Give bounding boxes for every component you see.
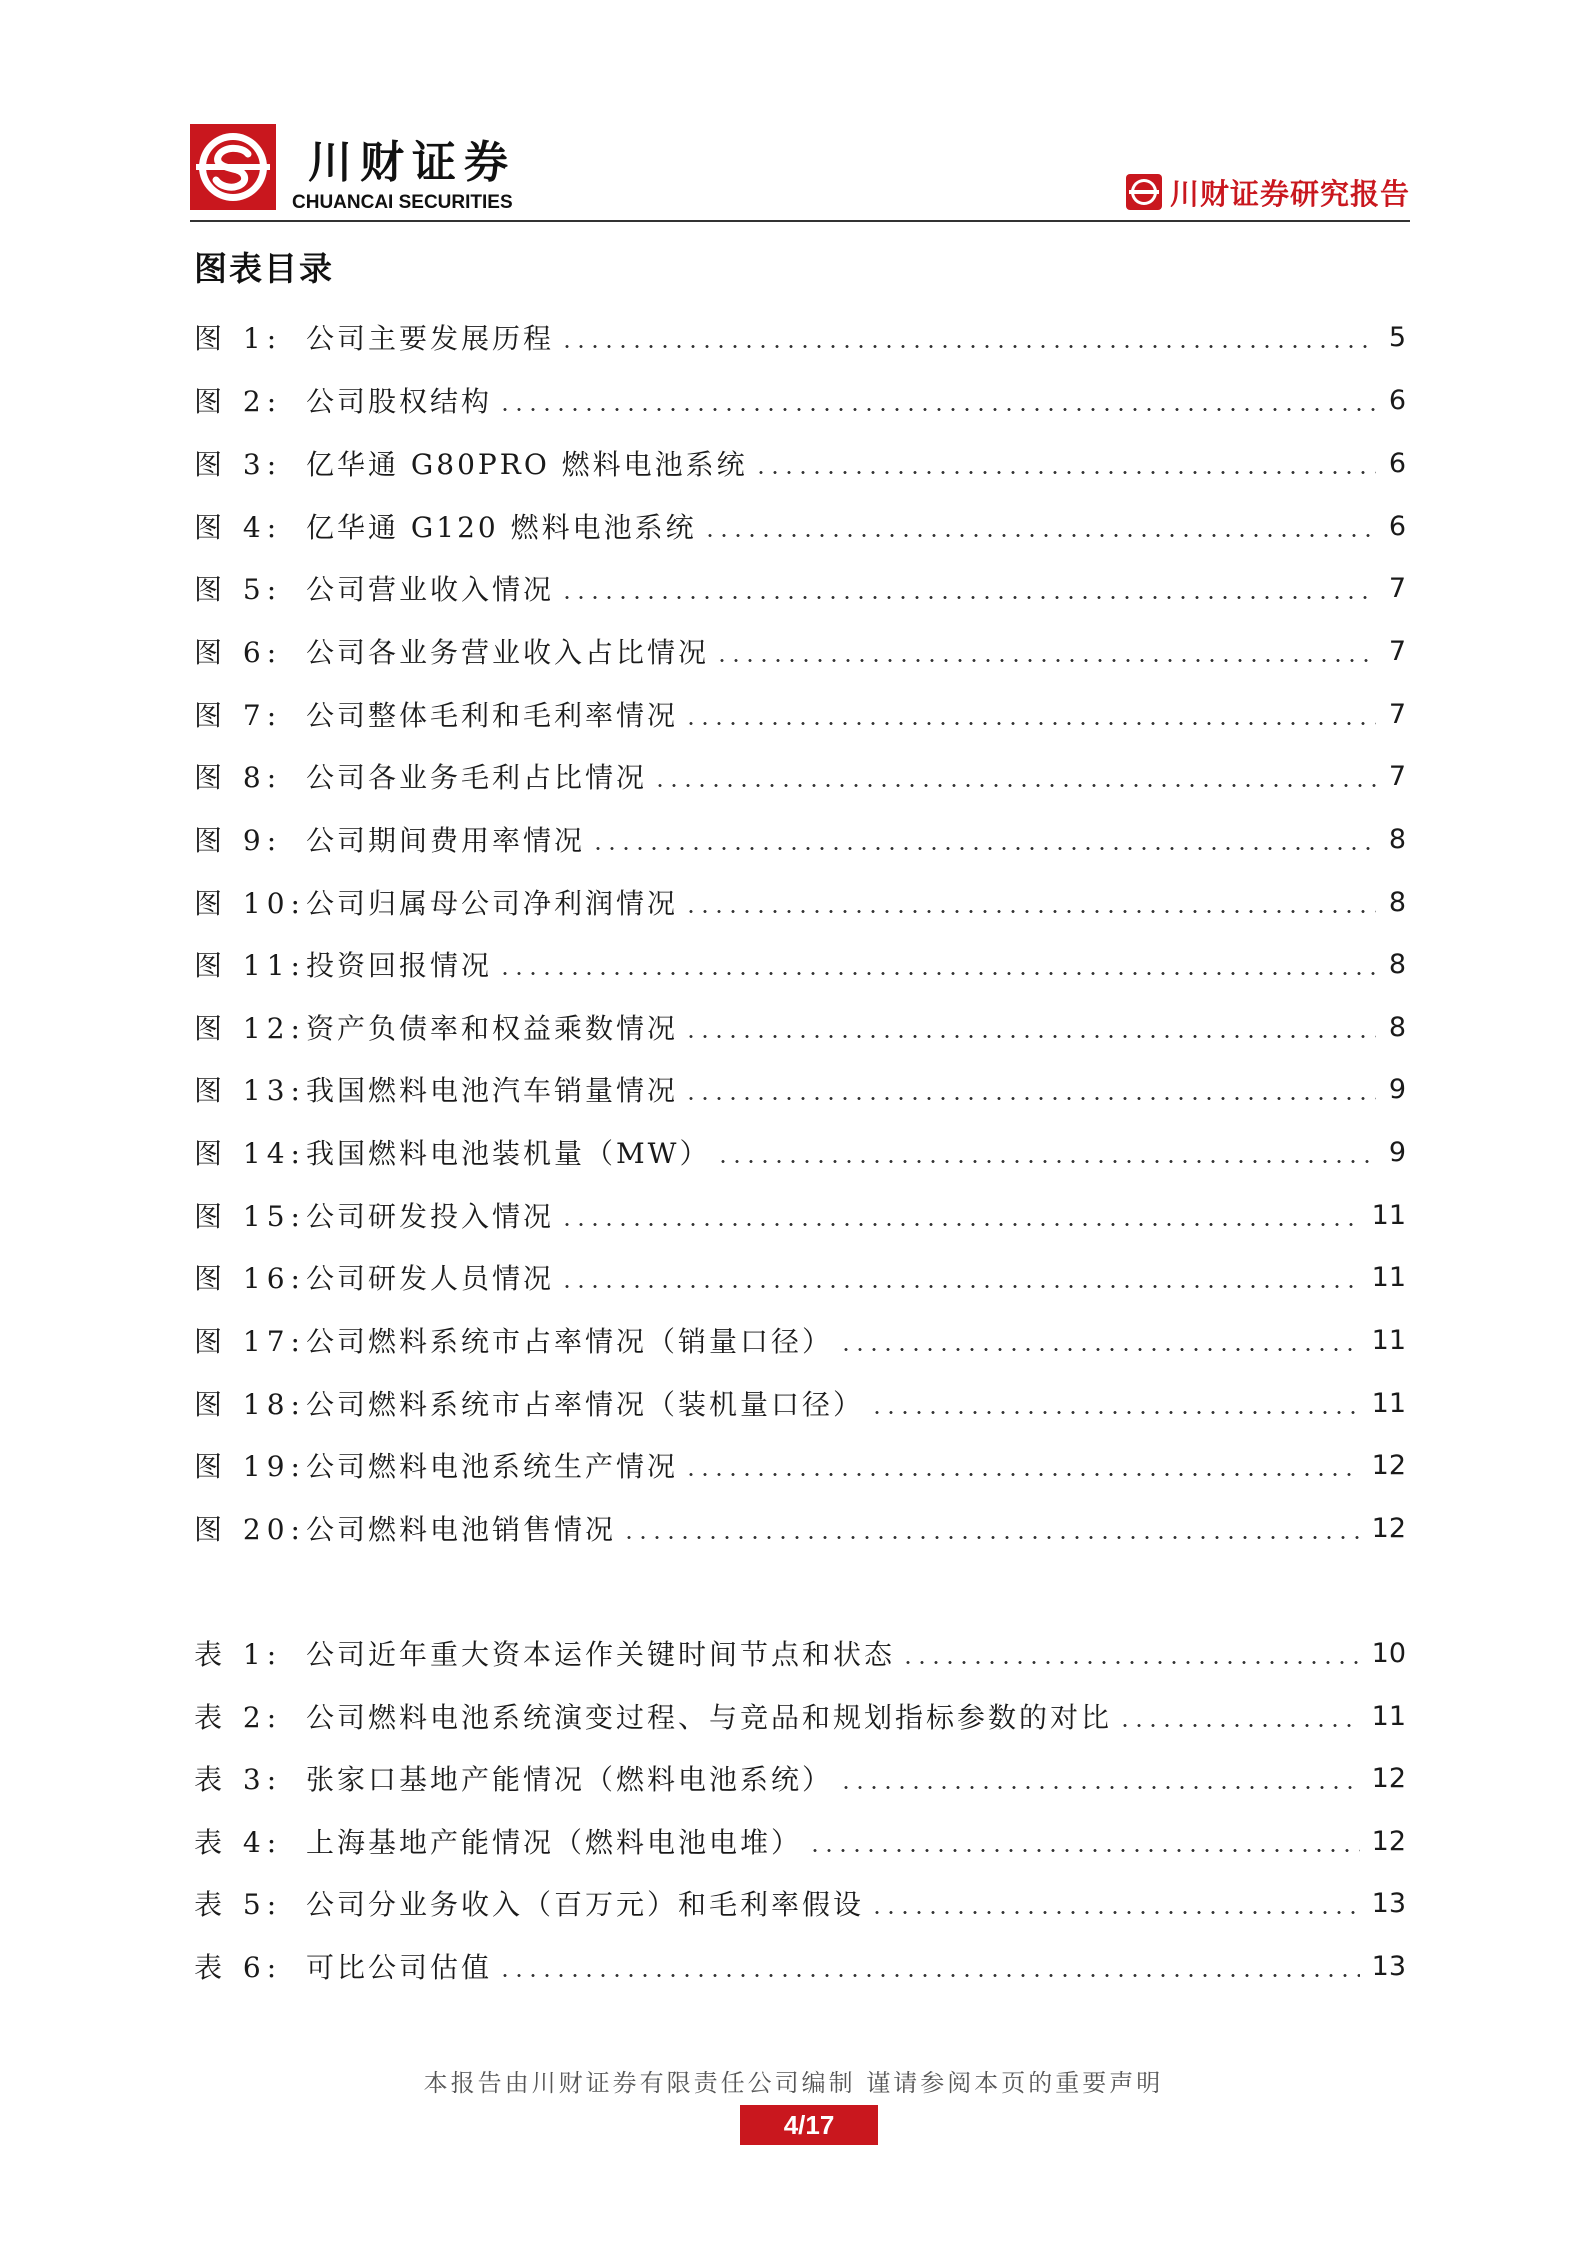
report-brand [1126,172,1410,212]
toc-table-entry[interactable] [194,1696,1406,1736]
entry-page: 8 [1388,823,1406,855]
entry-page: 12 [1371,1825,1406,1857]
entry-title: 可比公司估值 [306,1951,493,1984]
entry-title: 公司燃料系统市占率情况（销量口径） [306,1325,834,1358]
entry-page: 5 [1388,321,1406,353]
dot-leader [839,1786,1360,1789]
entry-prefix: 图 10: [194,887,306,920]
page-header [190,120,1410,220]
section-title: 图表目录 [194,249,334,288]
toc-table-entry[interactable] [194,1758,1406,1798]
dot-leader [622,1536,1360,1539]
dot-leader [870,1911,1360,1914]
entry-title: 投资回报情况 [306,949,493,982]
dot-leader [560,596,1376,599]
entry-prefix: 表 3: [194,1763,283,1796]
company-name-en: CHUANCAI SECURITIES [292,192,513,213]
entry-title: 公司营业收入情况 [306,573,555,606]
entry-page: 11 [1371,1261,1406,1293]
entry-title: 公司燃料电池系统生产情况 [306,1450,679,1483]
entry-page: 12 [1371,1762,1406,1794]
entry-title: 公司各业务毛利占比情况 [306,761,648,794]
toc-figure-entry[interactable] [194,1320,1406,1360]
entry-prefix: 图 8: [194,761,283,794]
toc-figure-entry[interactable] [194,1195,1406,1235]
entry-title: 公司股权结构 [306,385,493,418]
entry-page: 9 [1388,1073,1406,1105]
entry-prefix: 表 1: [194,1638,283,1671]
entry-page: 13 [1371,1950,1406,1982]
entry-title: 公司各业务营业收入占比情况 [306,636,710,669]
toc-figure-entry[interactable] [194,1257,1406,1297]
entry-title: 公司研发投入情况 [306,1200,555,1233]
toc-figure-entry[interactable] [194,819,1406,859]
dot-leader [754,471,1376,474]
entry-title: 资产负债率和权益乘数情况 [306,1012,679,1045]
toc-figure-entry[interactable] [194,694,1406,734]
entry-page: 12 [1371,1449,1406,1481]
entry-prefix: 表 2: [194,1701,283,1734]
entry-title: 公司归属母公司净利润情况 [306,887,679,920]
entry-title: 公司燃料系统市占率情况（装机量口径） [306,1388,865,1421]
entry-page: 10 [1371,1637,1406,1669]
dot-leader [870,1411,1360,1414]
entry-prefix: 图 15: [194,1200,306,1233]
entry-prefix: 图 2: [194,385,283,418]
entry-title: 公司分业务收入（百万元）和毛利率假设 [306,1888,865,1921]
toc-figure-entry[interactable] [194,1508,1406,1548]
dot-leader [498,1974,1360,1977]
entry-prefix: 图 16: [194,1262,306,1295]
entry-page: 13 [1371,1887,1406,1919]
toc-table-entry[interactable] [194,1821,1406,1861]
toc-figure-entry[interactable] [194,1383,1406,1423]
entry-title: 上海基地产能情况（燃料电池电堆） [306,1826,803,1859]
company-name-cn: 川财证券 [308,137,516,188]
entry-page: 7 [1388,698,1406,730]
dot-leader [901,1661,1360,1664]
entry-page: 6 [1388,447,1406,479]
entry-title: 公司主要发展历程 [306,322,555,355]
entry-prefix: 图 7: [194,699,283,732]
dot-leader [716,1160,1376,1163]
entry-title: 亿华通 G120 燃料电池系统 [306,511,697,544]
entry-title: 公司整体毛利和毛利率情况 [306,699,679,732]
report-brand-text: 川财证券研究报告 [1169,176,1410,211]
entry-prefix: 表 4: [194,1826,283,1859]
dot-leader [560,1223,1360,1226]
entry-page: 11 [1371,1387,1406,1419]
entry-title: 公司近年重大资本运作关键时间节点和状态 [306,1638,896,1671]
dot-leader [684,1035,1376,1038]
header-divider [190,220,1410,222]
entry-prefix: 图 18: [194,1388,306,1421]
toc-table-entry[interactable] [194,1883,1406,1923]
entry-title: 亿华通 G80PRO 燃料电池系统 [306,448,748,481]
entry-title: 张家口基地产能情况（燃料电池系统） [306,1763,834,1796]
toc-figure-entry[interactable] [194,944,1406,984]
toc-table-entry[interactable] [194,1633,1406,1673]
entry-title: 我国燃料电池汽车销量情况 [306,1074,679,1107]
entry-prefix: 图 3: [194,448,283,481]
entry-page: 8 [1388,886,1406,918]
entry-page: 7 [1388,635,1406,667]
dot-leader [1118,1724,1360,1727]
toc-figure-entry[interactable] [194,882,1406,922]
dot-leader [684,722,1376,725]
toc-figure-entry[interactable] [194,443,1406,483]
entry-prefix: 图 4: [194,511,283,544]
page-number-badge: 4/17 [740,2105,878,2145]
entry-page: 12 [1371,1512,1406,1544]
entry-prefix: 图 1: [194,322,283,355]
dot-leader [839,1348,1360,1351]
toc-figure-entry[interactable] [194,1007,1406,1047]
dot-leader [684,1097,1376,1100]
entry-page: 9 [1388,1136,1406,1168]
entry-title: 公司燃料电池系统演变过程、与竞品和规划指标参数的对比 [306,1701,1113,1734]
entry-page: 7 [1388,572,1406,604]
entry-prefix: 图 6: [194,636,283,669]
dot-leader [808,1849,1360,1852]
entry-page: 11 [1371,1700,1406,1732]
toc-figure-entry[interactable] [194,380,1406,420]
entry-page: 7 [1388,760,1406,792]
entry-prefix: 图 11: [194,949,306,982]
entry-prefix: 表 6: [194,1951,283,1984]
entry-page: 11 [1371,1199,1406,1231]
brand-mini-logo-icon [1126,174,1162,210]
footer-disclaimer: 本报告由川财证券有限责任公司编制 谨请参阅本页的重要声明 [423,2069,1164,2097]
entry-prefix: 图 5: [194,573,283,606]
entry-prefix: 表 5: [194,1888,283,1921]
toc-figure-entry[interactable] [194,506,1406,546]
toc-figure-entry[interactable] [194,631,1406,671]
dot-leader [653,784,1376,787]
dot-leader [498,408,1376,411]
dot-leader [703,534,1376,537]
entry-prefix: 图 12: [194,1012,306,1045]
entry-prefix: 图 20: [194,1513,306,1546]
dot-leader [560,345,1376,348]
entry-page: 6 [1388,510,1406,542]
entry-prefix: 图 14: [194,1137,306,1170]
dot-leader [715,659,1376,662]
dot-leader [684,910,1376,913]
toc-figure-entry[interactable] [194,568,1406,608]
toc-figure-entry[interactable] [194,1445,1406,1485]
entry-page: 8 [1388,948,1406,980]
entry-prefix: 图 13: [194,1074,306,1107]
entry-title: 公司燃料电池销售情况 [306,1513,617,1546]
entry-prefix: 图 19: [194,1450,306,1483]
entry-title: 公司研发人员情况 [306,1262,555,1295]
toc-figure-entry[interactable] [194,756,1406,796]
entry-page: 8 [1388,1011,1406,1043]
dot-leader [560,1285,1360,1288]
toc-figure-entry[interactable] [194,1069,1406,1109]
entry-title: 公司期间费用率情况 [306,824,586,857]
toc-figure-entry[interactable] [194,1132,1406,1172]
company-logo-icon [190,124,276,210]
dot-leader [684,1473,1360,1476]
dot-leader [591,847,1376,850]
entry-page: 11 [1371,1324,1406,1356]
entry-prefix: 图 17: [194,1325,306,1358]
dot-leader [498,972,1376,975]
entry-prefix: 图 9: [194,824,283,857]
toc-figure-entry[interactable] [194,317,1406,357]
entry-page: 6 [1388,384,1406,416]
toc-table-entry[interactable] [194,1946,1406,1986]
entry-title: 我国燃料电池装机量（MW） [306,1137,711,1170]
